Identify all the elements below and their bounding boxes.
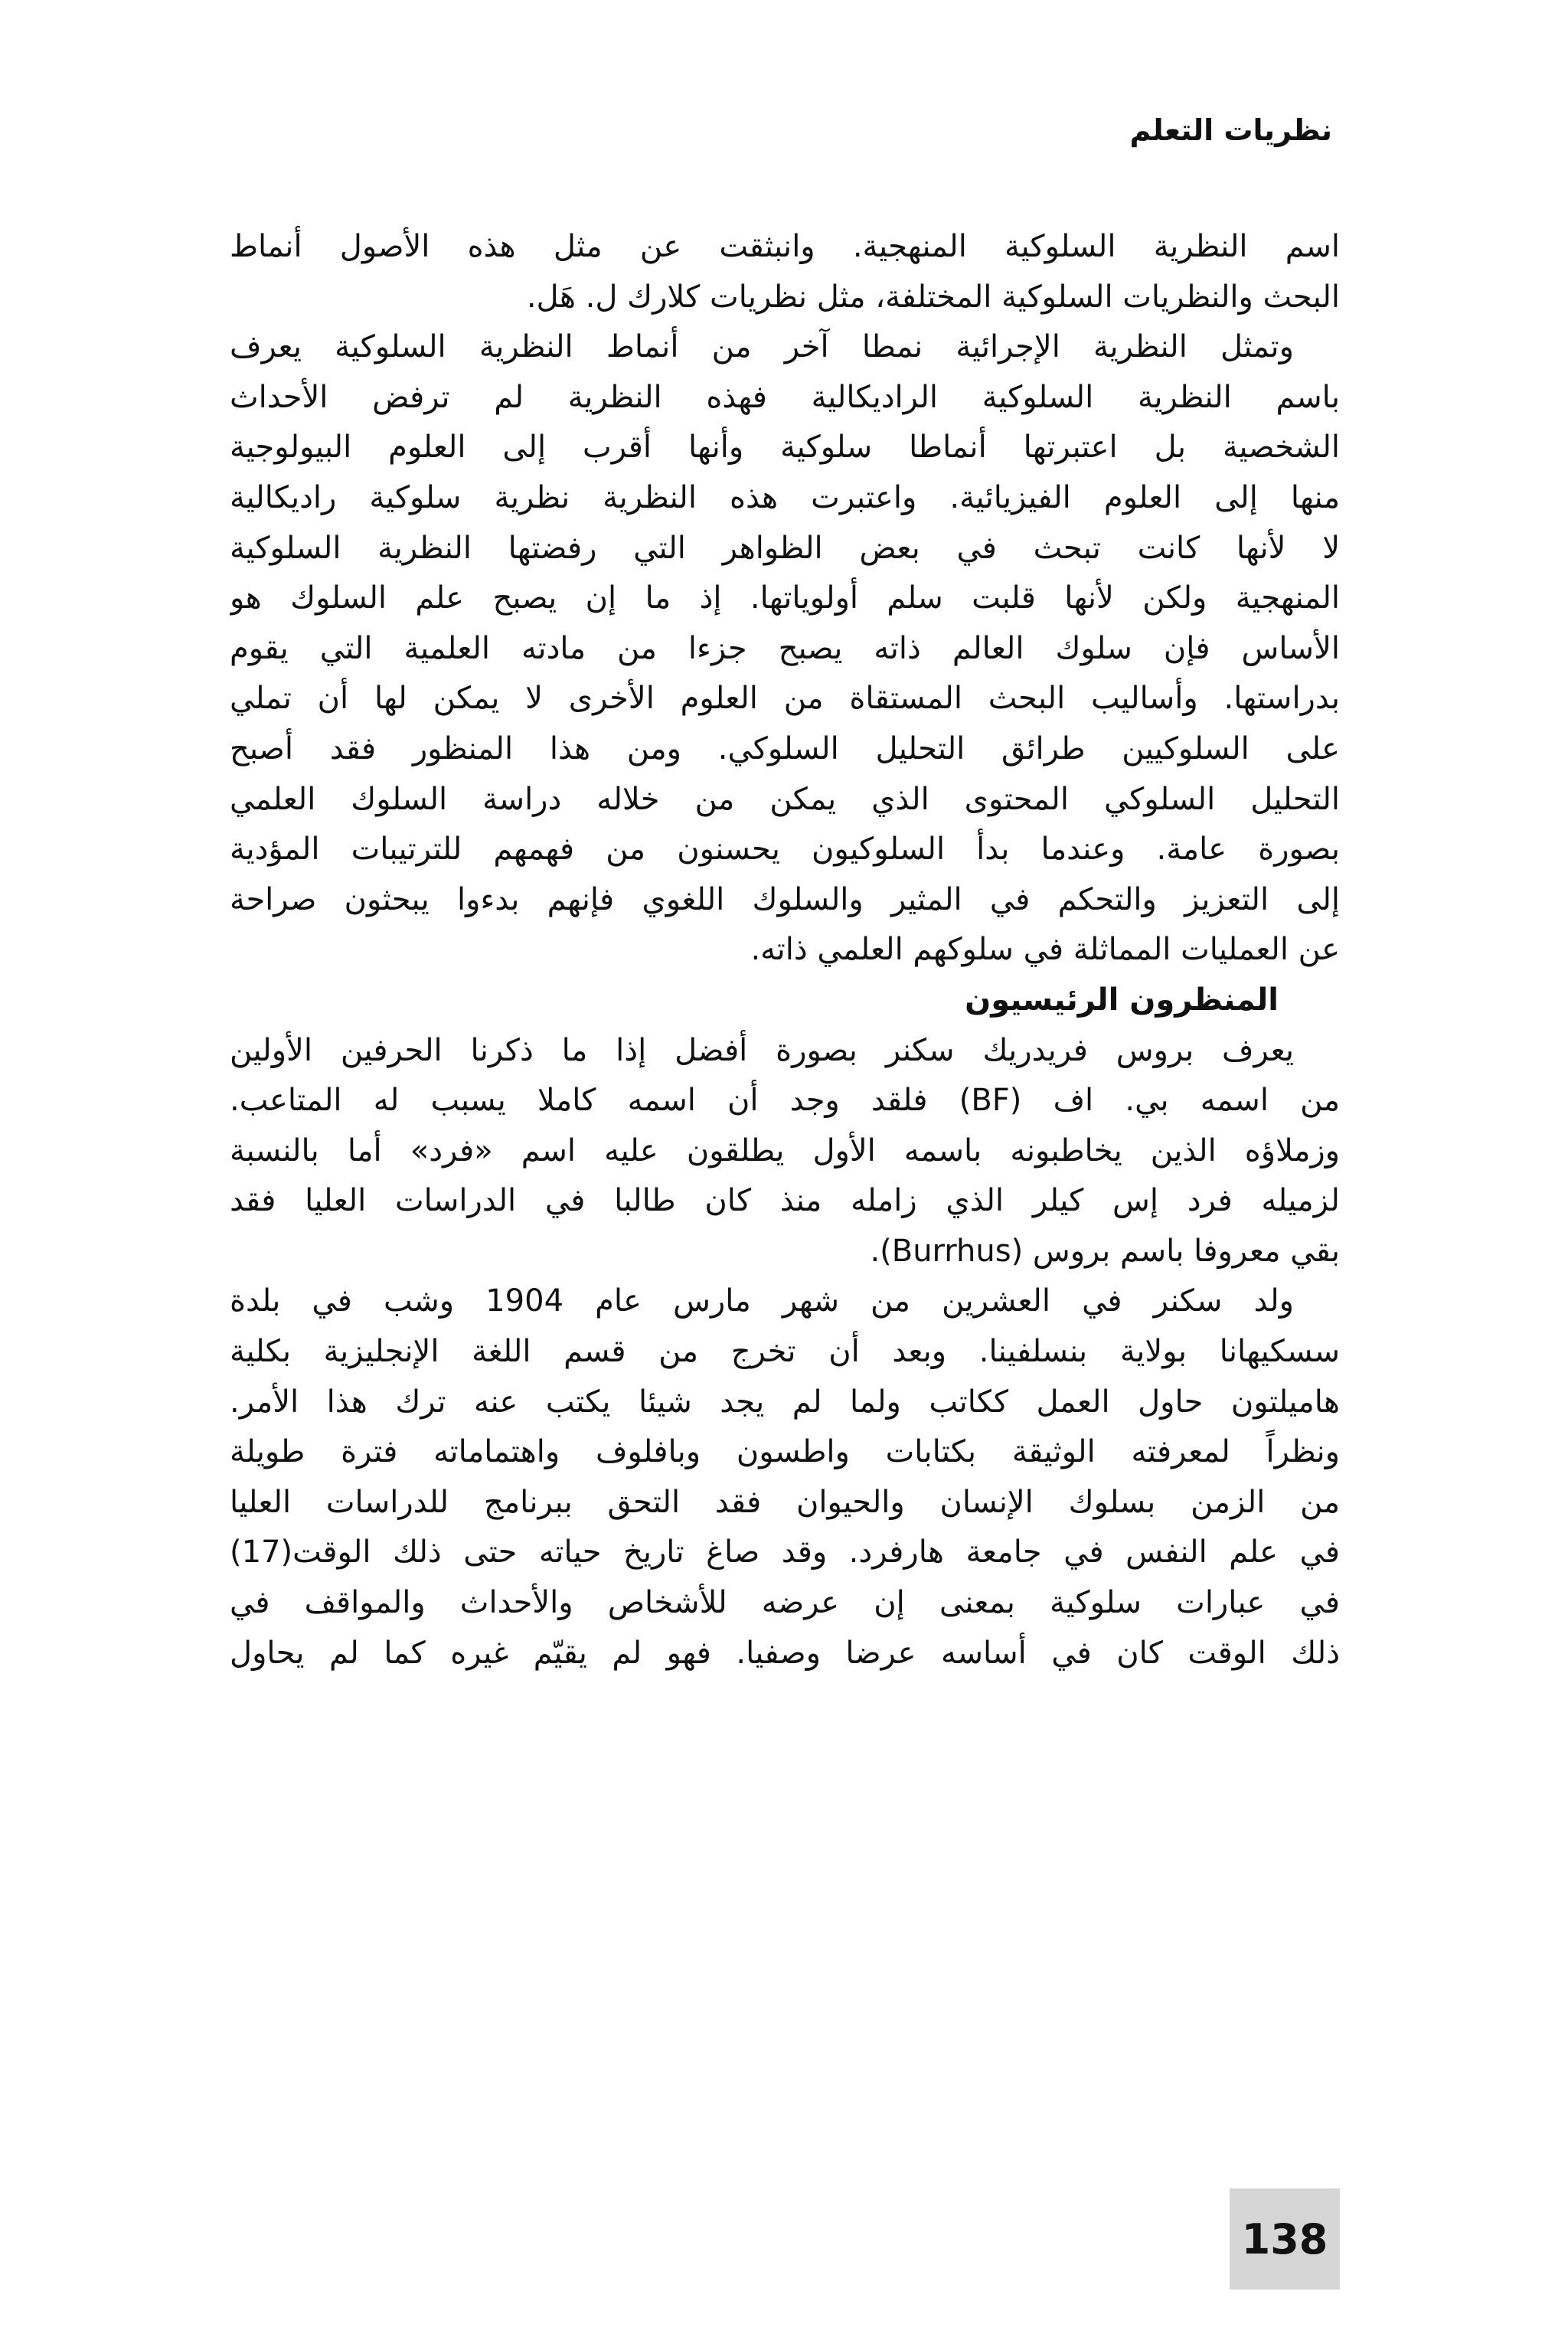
text-line: من اسمه بي. اف (BF) فلقد وجد أن اسمه كاملا يسبب له المتاعب. bbox=[230, 1083, 1340, 1119]
text-line: في عبارات سلوكية بمعنى إن عرضه للأشخاص والأحداث والمواقف في bbox=[230, 1585, 1340, 1621]
text-line: بدراستها. وأساليب البحث المستقاة من العلوم الأخرى لا يمكن لها أن تملي bbox=[230, 681, 1340, 717]
section-heading: المنظرون الرئيسيون bbox=[965, 982, 1279, 1018]
text-line: وزملاؤه الذين يخاطبونه باسمه الأول يطلقون عليه اسم «فرد» أما بالنسبة bbox=[230, 1133, 1340, 1168]
text-line: عن العمليات المماثلة في سلوكهم العلمي ذاته. bbox=[750, 932, 1340, 968]
text-line: البحث والنظريات السلوكية المختلفة، مثل نظريات كلارك ل. هَل. bbox=[526, 279, 1340, 315]
text-line: سسكيهانا بولاية بنسلفينا. وبعد أن تخرج من قسم اللغة الإنجليزية بكلية bbox=[230, 1334, 1340, 1370]
text-line: هاميلتون حاول العمل ككاتب ولما لم يجد شيئا يكتب عنه ترك هذا الأمر. bbox=[230, 1384, 1340, 1420]
text-line: يعرف بروس فريدريك سكنر بصورة أفضل إذا ما ذكرنا الحرفين الأولين bbox=[230, 1032, 1294, 1068]
text-line: منها إلى العلوم الفيزيائية. واعتبرت هذه النظرية نظرية سلوكية راديكالية bbox=[230, 479, 1340, 515]
text-line: في علم النفس في جامعة هارفرد. وقد صاغ تاريخ حياته حتى ذلك الوقت(17) bbox=[230, 1535, 1340, 1570]
text-line: اسم النظرية السلوكية المنهجية. وانبثقت عن مثل هذه الأصول أنماط bbox=[230, 229, 1340, 264]
text-line: بقي معروفا باسم بروس (Burrhus). bbox=[870, 1233, 1340, 1269]
body-text bbox=[230, 222, 1340, 1678]
text-line: لزميله فرد إس كيلر الذي زامله منذ كان طالبا في الدراسات العليا فقد bbox=[230, 1183, 1340, 1219]
page-number: 138 bbox=[1241, 2214, 1328, 2263]
text-line: من الزمن بسلوك الإنسان والحيوان فقد التحق ببرنامج للدراسات العليا bbox=[230, 1484, 1340, 1520]
text-line: ولد سكنر في العشرين من شهر مارس عام 1904 وشب في بلدة bbox=[230, 1283, 1295, 1319]
text-line: الأساس فإن سلوك العالم ذاته يصبح جزءا من مادته العلمية التي يقوم bbox=[230, 630, 1340, 666]
text-line: لا لأنها كانت تبحث في بعض الظواهر التي رفضتها النظرية السلوكية bbox=[230, 530, 1340, 566]
text-line: بصورة عامة. وعندما بدأ السلوكيون يحسنون من فهمهم للترتيبات المؤدية bbox=[230, 832, 1340, 868]
text-line: المنهجية ولكن لأنها قلبت سلم أولوياتها. إذ ما إن يصبح علم السلوك هو bbox=[230, 580, 1340, 616]
text-line: على السلوكيين طرائق التحليل السلوكي. ومن هذا المنظور فقد أصبح bbox=[230, 730, 1340, 766]
running-header: نظريات التعلم bbox=[1129, 113, 1332, 147]
text-line: الشخصية بل اعتبرتها أنماطا سلوكية وأنها أقرب إلى العلوم البيولوجية bbox=[230, 430, 1340, 466]
text-line: ونظراً لمعرفته الوثيقة بكتابات واطسون وبافلوف واهتماماته فترة طويلة bbox=[230, 1434, 1340, 1470]
text-line: التحليل السلوكي المحتوى الذي يمكن من خلاله دراسة السلوك العلمي bbox=[230, 781, 1340, 817]
text-line: باسم النظرية السلوكية الراديكالية فهذه النظرية لم ترفض الأحداث bbox=[230, 379, 1340, 415]
text-line: وتمثل النظرية الإجرائية نمطا آخر من أنماط النظرية السلوكية يعرف bbox=[230, 329, 1294, 365]
text-line: ذلك الوقت كان في أساسه عرضا وصفيا. فهو لم يقيّم غيره كما لم يحاول bbox=[230, 1635, 1340, 1671]
page-number-box bbox=[1230, 2188, 1340, 2290]
text-line: إلى التعزيز والتحكم في المثير والسلوك اللغوي فإنهم بدءوا يبحثون صراحة bbox=[230, 881, 1340, 917]
